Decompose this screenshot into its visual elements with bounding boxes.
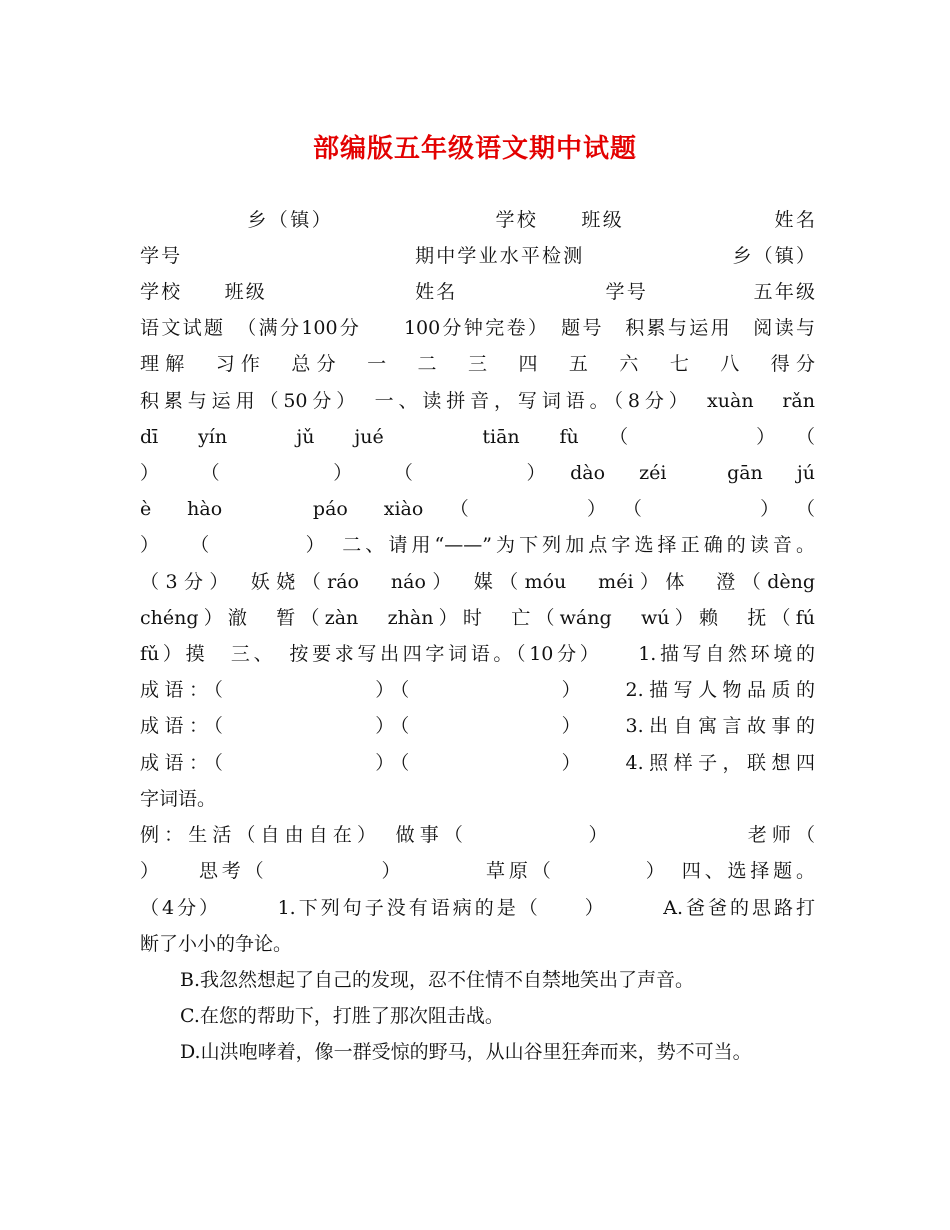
section-three-heading: fǔ）摸 三、 按要求写出四字词语。（10分） 1.描写自然环境的 xyxy=(140,643,815,665)
pronunciation-line-2: chéng）澈 暂（zàn zhàn）时 亡（wáng wú）赖 抚（fú xyxy=(140,607,815,629)
option-c: C.在您的帮助下，打胜了那次阻击战。 xyxy=(180,1005,504,1027)
option-a-continued: 断了小小的争论。 xyxy=(140,933,293,955)
pinyin-line-3: è hào páo xiào （ ） （ ） （ xyxy=(140,498,815,520)
pronunciation-line-1: （3分） 妖娆（ráo náo） 媒（móu méi）体 澄（dèng xyxy=(140,571,815,593)
option-b: B.我忽然想起了自己的发现，忍不住情不自禁地笑出了声音。 xyxy=(180,969,695,991)
page-title: 部编版五年级语文期中试题 xyxy=(312,134,637,164)
header-line-exam-name: 学号 期中学业水平检测 乡（镇） xyxy=(140,245,815,267)
idiom-line-3: 成语：（ ）（ ） 4.照样子，联想四 xyxy=(140,752,815,774)
question-four-line: （4分） 1.下列句子没有语病的是（ ） A.爸爸的思路打 xyxy=(140,897,815,919)
example-line-2: ） 思考（ ） 草原（ ） 四、选择题。 xyxy=(140,860,815,882)
idiom-line-2: 成语：（ ）（ ） 3.出自寓言故事的 xyxy=(140,715,815,737)
option-d: D.山洪咆哮着，像一群受惊的野马，从山谷里狂奔而来，势不可当。 xyxy=(180,1041,752,1063)
section-two-heading: ） （ ） 二、请用“——”为下列加点字选择正确的读音。 xyxy=(140,534,815,556)
idiom-line-1: 成语：（ ）（ ） 2.描写人物品质的 xyxy=(140,679,815,701)
header-line-township: 乡（镇） 学校 班级 姓名 xyxy=(140,209,815,231)
header-line-school-class: 学校 班级 姓名 学号 五年级 xyxy=(140,281,815,303)
score-table-line: 理解 习作 总分 一 二 三 四 五 六 七 八 得分 xyxy=(140,353,815,375)
section-one-heading: 积累与运用（50分） 一、读拼音，写词语。（8分） xuàn rǎn xyxy=(140,390,815,412)
pinyin-line-2: ） （ ） （ ） dào zéi gān jú xyxy=(140,462,815,484)
idiom-line-4: 字词语。 xyxy=(140,788,217,810)
example-line-1: 例：生活（自由自在） 做事（ ） 老师（ xyxy=(140,824,815,846)
header-line-score-info: 语文试题 （满分100分 100分钟完卷） 题号 积累与运用 阅读与 xyxy=(140,317,815,339)
pinyin-line-1: dī yín jǔ jué tiān fù （ ） （ xyxy=(140,426,815,448)
